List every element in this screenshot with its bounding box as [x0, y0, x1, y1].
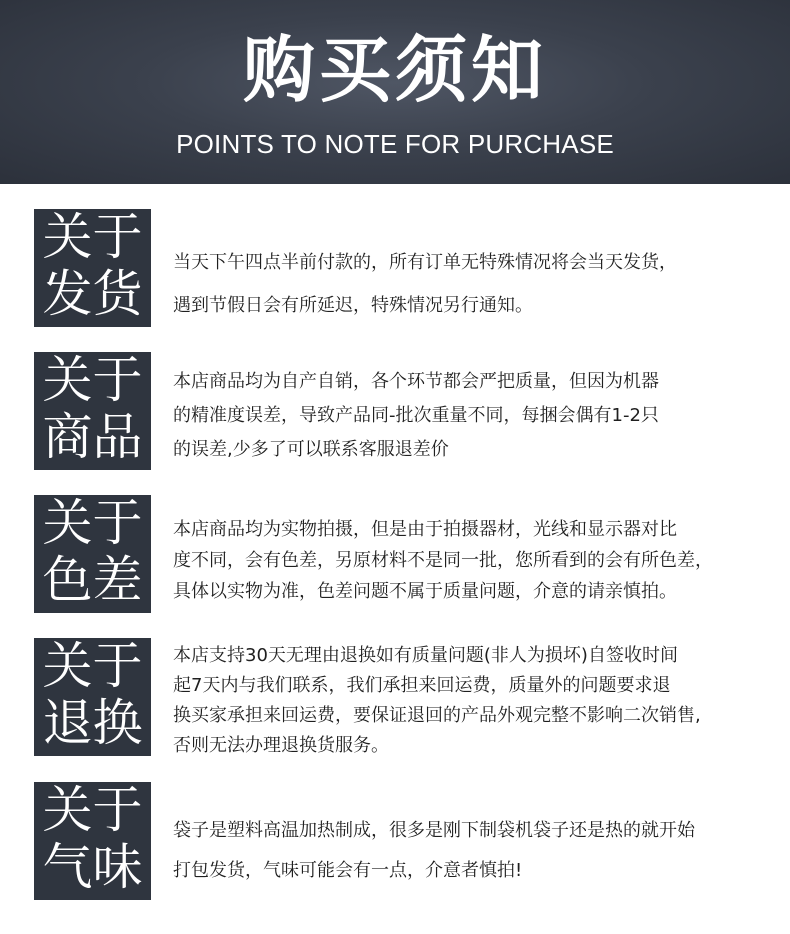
body-line: 本店支持30天无理由退换如有质量问题(非人为损坏)自签收时间: [173, 645, 678, 666]
body-line: 起7天内与我们联系，我们承担来回运费，质量外的问题要求退: [173, 675, 671, 696]
section-body: [173, 811, 695, 891]
body-line: 度不同，会有色差，另原材料不是同一批，您所看到的会有所色差，: [173, 550, 713, 571]
section-heading-line: 发货: [42, 265, 143, 323]
section-heading-block: [34, 782, 151, 900]
body-line: 否则无法办理退换货服务。: [173, 735, 389, 756]
body-line: 当天下午四点半前付款的，所有订单无特殊情况将会当天发货，: [173, 252, 677, 273]
section-heading-line: 关于: [42, 208, 143, 266]
section-heading-line: 关于: [42, 494, 143, 552]
header-banner: [0, 0, 790, 184]
section-heading-line: 关于: [42, 637, 143, 695]
body-line: 本店商品均为实物拍摄，但是由于拍摄器材，光线和显示器对比: [173, 519, 677, 540]
section-body: [173, 641, 701, 761]
body-line: 换买家承担来回运费，要保证退回的产品外观完整不影响二次销售,: [173, 705, 701, 726]
section-body: [173, 241, 677, 327]
section-heading-line: 商品: [42, 408, 143, 466]
section-heading-block: [34, 495, 151, 613]
section-body: [173, 365, 659, 467]
section-heading-block: [34, 638, 151, 756]
page-subtitle: POINTS TO NOTE FOR PURCHASE: [176, 129, 614, 159]
section-heading-line: 关于: [42, 351, 143, 409]
section-body: [173, 514, 713, 607]
section-heading-line: 关于: [42, 781, 143, 839]
section-heading-block: [34, 352, 151, 470]
section-heading-line: 色差: [42, 551, 143, 609]
body-line: 袋子是塑料高温加热制成，很多是刚下制袋机袋子还是热的就开始: [173, 820, 695, 841]
body-line: 的误差,少多了可以联系客服退差价: [173, 439, 449, 460]
section-heading-block: [34, 209, 151, 327]
body-line: 具体以实物为准，色差问题不属于质量问题，介意的请亲慎拍。: [173, 581, 677, 602]
body-line: 的精准度误差，导致产品同-批次重量不同，每捆会偶有1-2只: [173, 405, 659, 426]
section-heading-line: 气味: [42, 838, 143, 896]
body-line: 遇到节假日会有所延迟，特殊情况另行通知。: [173, 295, 533, 316]
body-line: 打包发货，气味可能会有一点，介意者慎拍!: [173, 860, 523, 881]
body-line: 本店商品均为自产自销，各个环节都会严把质量，但因为机器: [173, 371, 659, 392]
page-title: 购买须知: [242, 28, 547, 112]
section-heading-line: 退换: [42, 694, 143, 752]
